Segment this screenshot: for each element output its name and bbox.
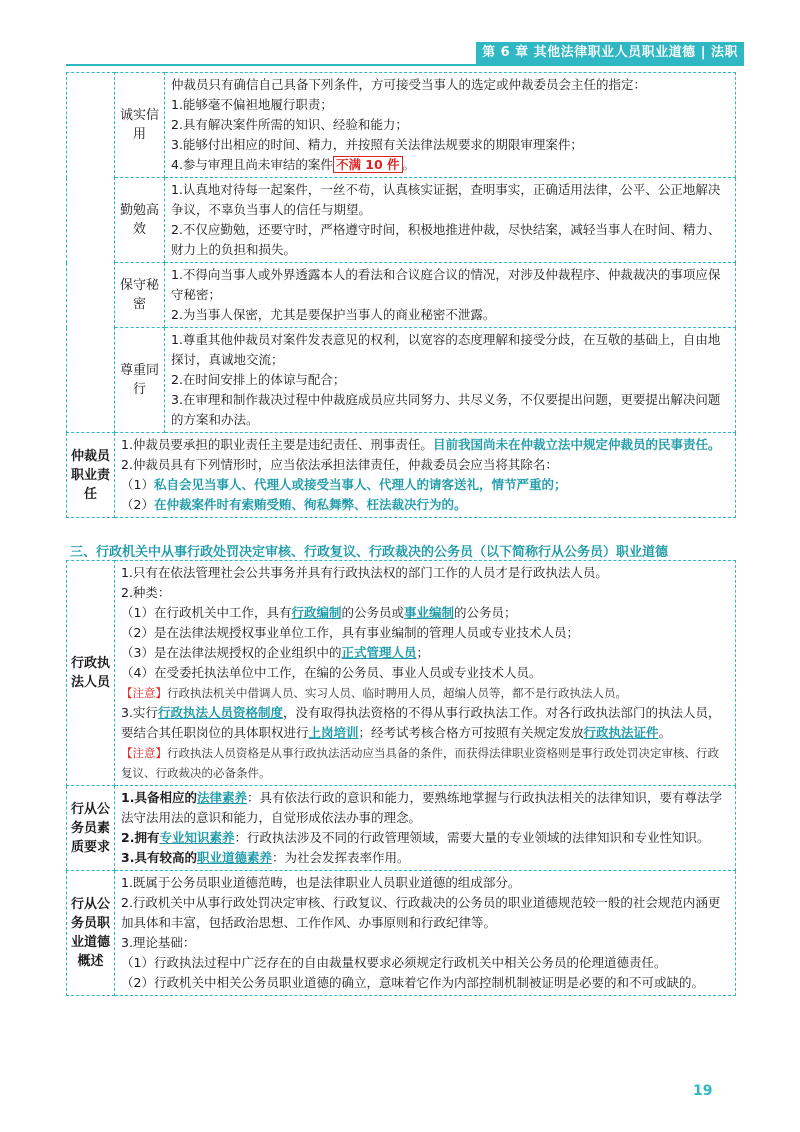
ethics-overview-content: 1.既属于公务员职业道德范畴，也是法律职业人员职业道德的组成部分。 2.行政机关中从事行政处罚决定审核、行政复议、行政裁决的公务员的职业道德规范较一般的社会规范内涵更加具体和丰富，包括政治思想、工作作风、办事原则和行政纪律等。 3.理论基础： （1）行政执法过程中广泛存在的自由裁量权要求必须规定行政机关中相关公务员的伦理道德责任。 （2）行政机关中相关公务员职业道德的确立，意味着它作为内部控制机制被证明是必要的和不可或缺的。 — [115, 871, 736, 996]
sub-label-integrity: 诚实信用 — [115, 73, 165, 178]
respect-peers-content: 1.尊重其他仲裁员对案件发表意见的权利，以宽容的态度理解和接受分歧，在互敬的基础上，自由地探讨，真诚地交流； 2.在时间安排上的体谅与配合； 3.在审理和制作裁决过程中仲裁庭成员应共同努力、共尽义务，不仅要提出问题，更要提出解决问题的方案和办法。 — [165, 328, 736, 433]
arbitrator-ethics-main-label — [67, 73, 115, 433]
page-number: 19 — [693, 1083, 713, 1099]
chapter-header: 第 6 章 其他法律职业人员职业道德 | 法职 — [476, 42, 744, 64]
arbitrator-liability-label: 仲裁员职业责任 — [67, 433, 115, 518]
quality-requirements-label: 行从公务员素质要求 — [67, 786, 115, 871]
section-three-title: 三、行政机关中从事行政处罚决定审核、行政复议、行政裁决的公务员（以下简称行从公务员）职业道德 — [70, 545, 669, 560]
quality-requirements-content: 1.具备相应的法律素养：具有依法行政的意识和能力，要熟练地掌握与行政执法相关的法律知识，要有尊法学法守法用法的意识和能力，自觉形成依法办事的理念。 2.拥有专业知识素养：行政执法涉及不同的行政管理领域，需要大量的专业领域的法律知识和专业性知识。 3.具有较高的职业道德素养：为社会发挥表率作用。 — [115, 786, 736, 871]
admin-personnel-label: 行政执法人员 — [67, 561, 115, 786]
sub-label-diligence: 勤勉高效 — [115, 178, 165, 263]
case-limit-highlight: 不满 10 件 — [333, 156, 403, 173]
admin-ethics-table — [66, 560, 736, 996]
arbitrator-ethics-table — [66, 72, 736, 518]
confidentiality-content: 1.不得向当事人或外界透露本人的看法和合议庭合议的情况，对涉及仲裁程序、仲裁裁决的事项应保守秘密； 2.为当事人保密，尤其是要保护当事人的商业秘密不泄露。 — [165, 263, 736, 328]
ethics-overview-label: 行从公务员职业道德概述 — [67, 871, 115, 996]
integrity-content: 仲裁员只有确信自己具备下列条件，方可接受当事人的选定或仲裁委员会主任的指定： 1.能够毫不偏袒地履行职责； 2.具有解决案件所需的知识、经验和能力； 3.能够付出相应的时间、精力，并按照有关法律法规要求的期限审理案件； 4.参与审理且尚未审结的案件 不满 10 件 。 — [165, 73, 736, 178]
admin-personnel-content: 1.只有在依法管理社会公共事务并具有行政执法权的部门工作的人员才是行政执法人员。 2.种类： （1）在行政机关中工作，具有行政编制的公务员或事业编制的公务员； （2）是在法律法规授权事业单位工作，具有事业编制的管理人员或专业技术人员； （3）是在法律法规授权的企业组织中的正式管理人员； （4）在受委托执法单位中工作，在编的公务员、事业人员或专业技术人员。 【注意】行政执法机关中借调人员、实习人员、临时聘用人员，超编人员等，都不是行政执法人员。 3.实行行政执法人员资格制度，没有取得执法资格的不得从事行政执法工作。对各行政执法部门的执法人员，要结合其任职岗位的具体职权进行上岗培训；经考试考核合格方可按照有关规定发放行政执法证件。 【注意】行政执法人员资格是从事行政执法活动应当具备的条件，而获得法律职业资格则是事行政处罚决定审核、行政复议、行政裁决的必备条件。 — [115, 561, 736, 786]
diligence-content: 1.认真地对待每一起案件，一丝不苟，认真核实证据，查明事实，正确适用法律，公平、公正地解决争议，不辜负当事人的信任与期望。 2.不仅应勤勉，还要守时，严格遵守时间，积极地推进仲裁，尽快结案，减轻当事人在时间、精力、财力上的负担和损失。 — [165, 178, 736, 263]
sub-label-confidentiality: 保守秘密 — [115, 263, 165, 328]
header-divider — [66, 64, 744, 66]
sub-label-respect-peers: 尊重同行 — [115, 328, 165, 433]
arbitrator-liability-content: 1.仲裁员要承担的职业责任主要是违纪责任、刑事责任。目前我国尚未在仲裁立法中规定仲裁员的民事责任。 2.仲裁员具有下列情形时，应当依法承担法律责任，仲裁委员会应当将其除名： （1）私自会见当事人、代理人或接受当事人、代理人的请客送礼，情节严重的； （2）在仲裁案件时有索贿受贿、徇私舞弊、枉法裁决行为的。 — [115, 433, 736, 518]
